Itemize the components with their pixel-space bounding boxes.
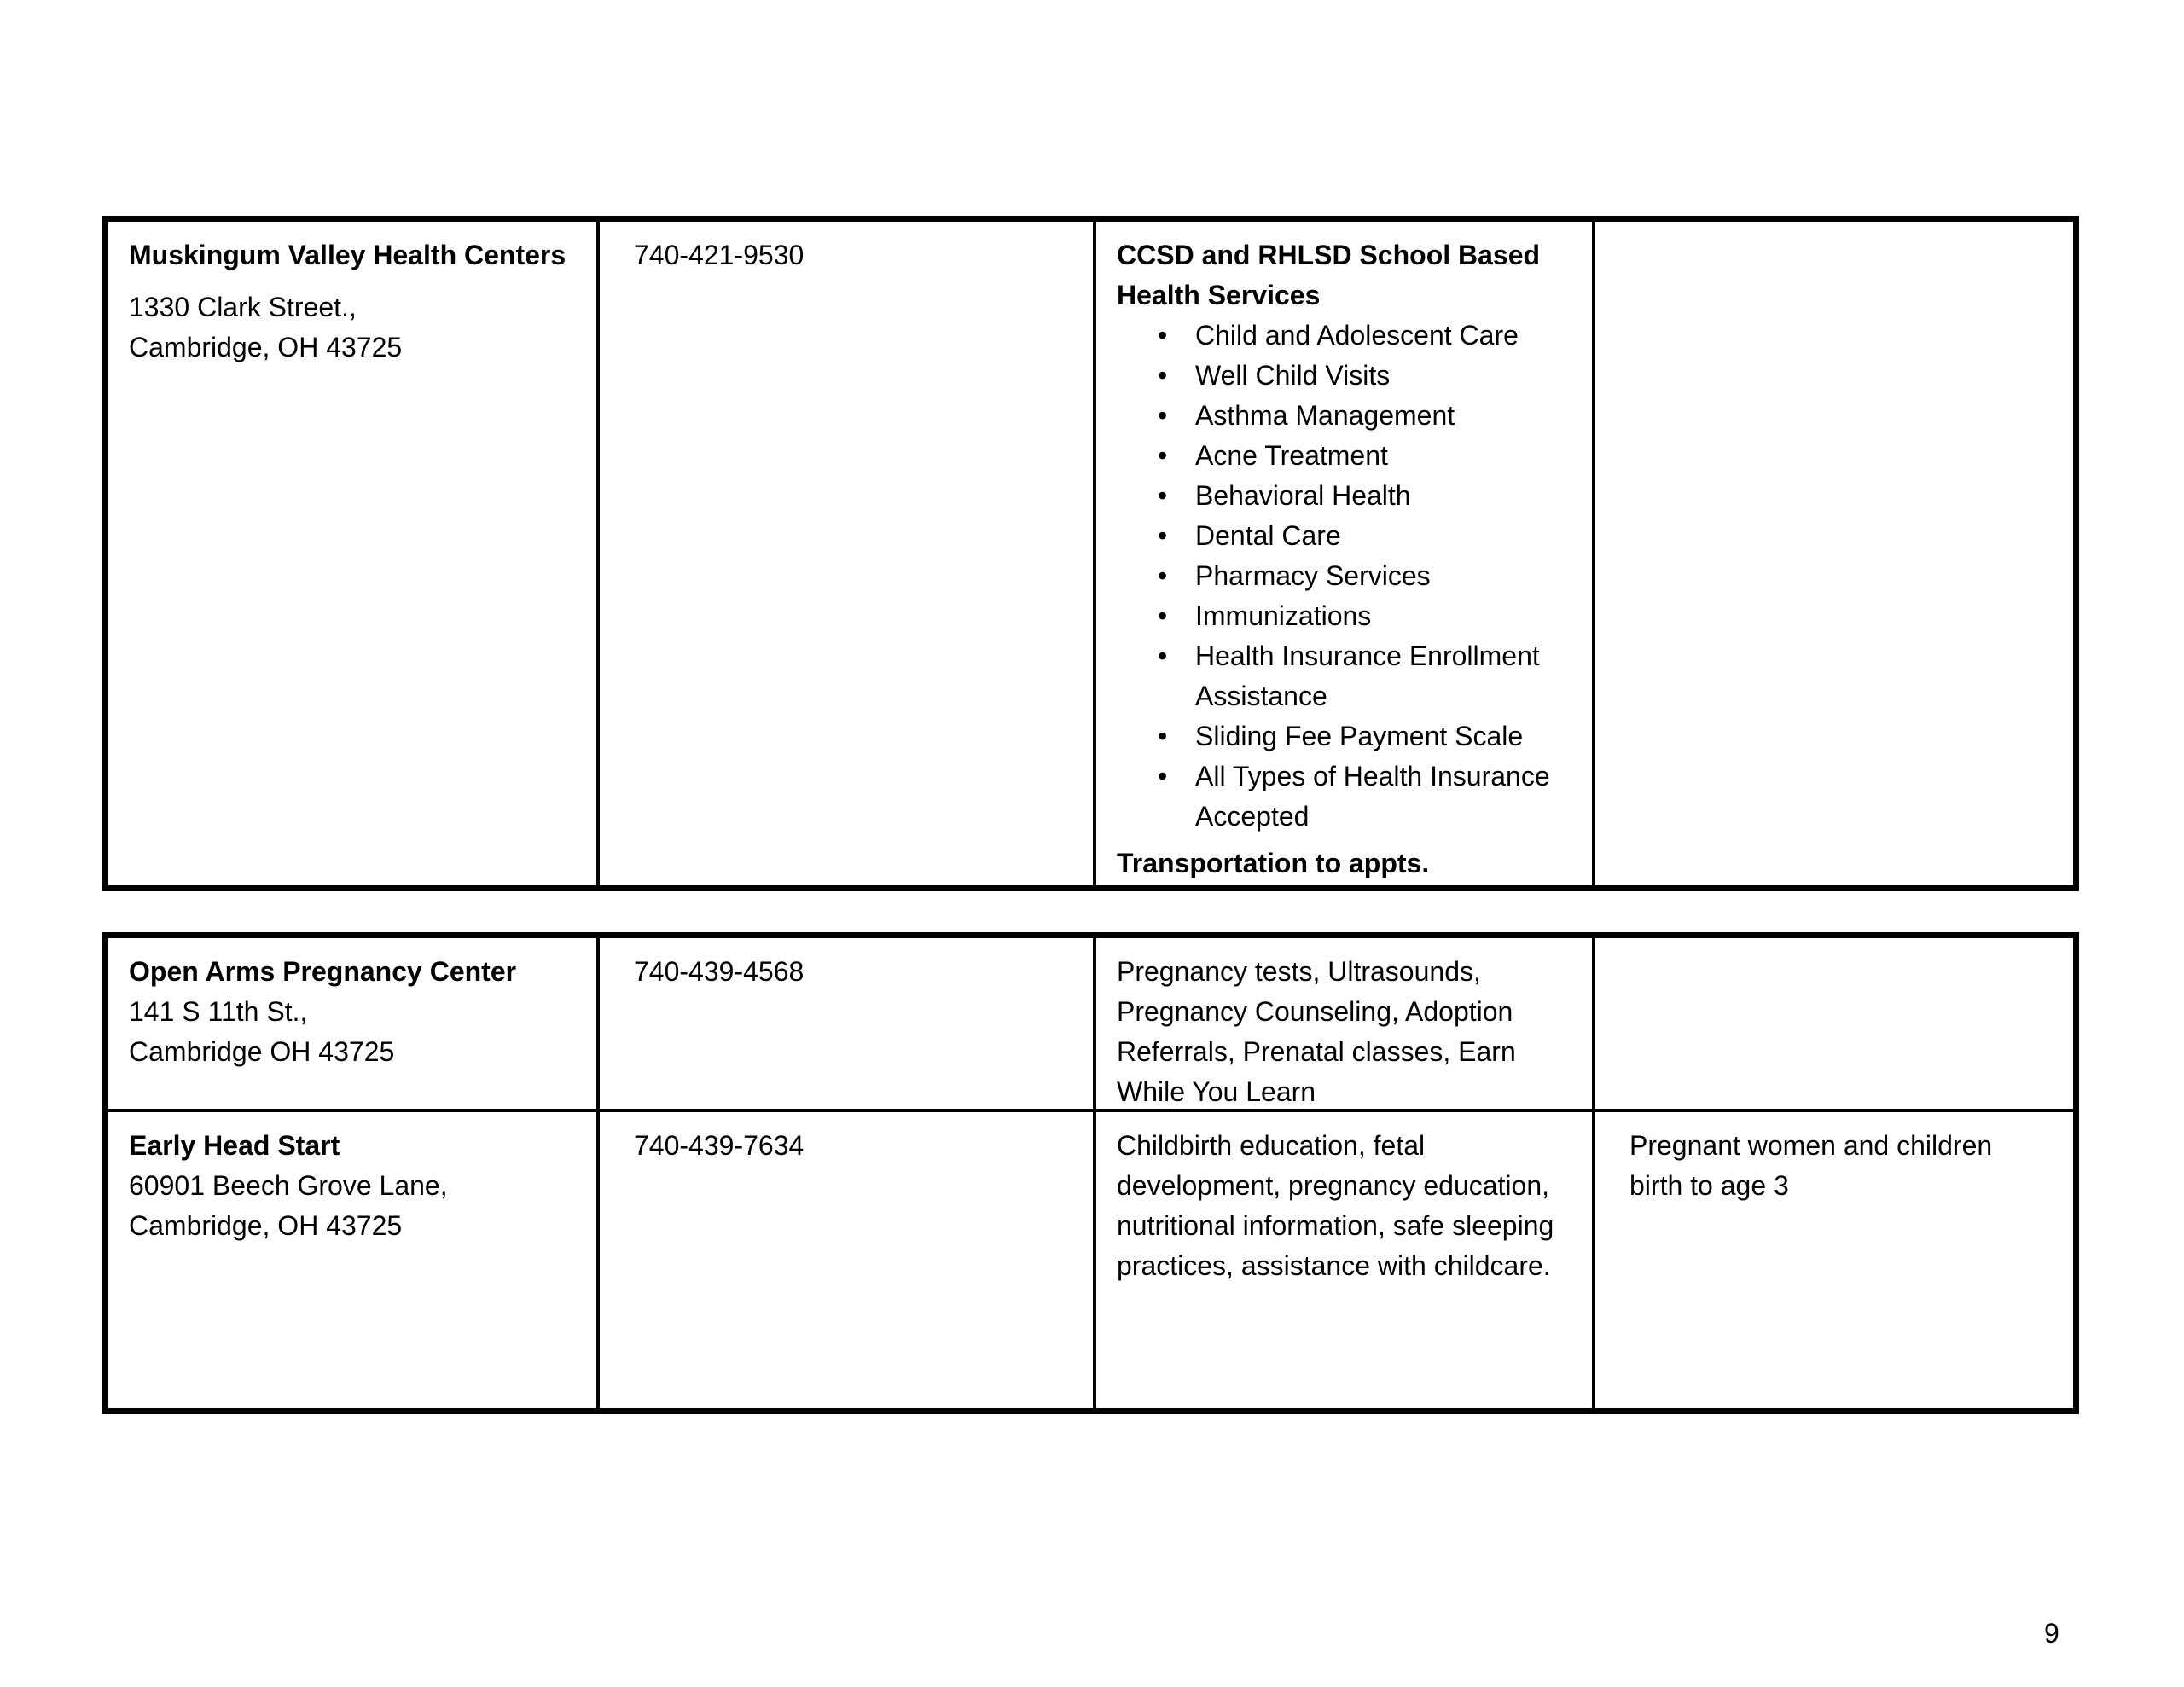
service-item: • Behavioral Health bbox=[1195, 476, 1571, 516]
services-note: Transportation to appts. bbox=[1117, 848, 1430, 878]
services-heading: CCSD and RHLSD School Based Health Services bbox=[1117, 240, 1541, 310]
service-item: • Sliding Fee Payment Scale bbox=[1195, 716, 1571, 757]
provider-address-line: 60901 Beech Grove Lane, bbox=[129, 1170, 448, 1201]
provider-phone: 740-439-4568 bbox=[634, 956, 804, 987]
page-number: 9 bbox=[2044, 1618, 2059, 1649]
provider-eligibility: Pregnant women and children birth to age 3 bbox=[1629, 1130, 1993, 1201]
provider-address-line: Cambridge, OH 43725 bbox=[129, 1210, 403, 1241]
provider-phone-cell bbox=[600, 222, 1096, 885]
provider-address-line: 141 S 11th St., bbox=[129, 996, 308, 1027]
provider-phone: 740-421-9530 bbox=[634, 240, 804, 270]
services-list bbox=[1117, 316, 1571, 837]
service-item: • Well Child Visits bbox=[1195, 356, 1571, 396]
provider-address-line: Cambridge OH 43725 bbox=[129, 1036, 395, 1067]
provider-info-cell bbox=[108, 222, 600, 885]
provider-address-line: 1330 Clark Street., bbox=[129, 292, 357, 322]
provider-name: Early Head Start bbox=[129, 1130, 340, 1161]
provider-name: Muskingum Valley Health Centers bbox=[129, 240, 566, 270]
provider-services: Childbirth education, fetal development, pregnancy education, nutritional information, safe sleeping practices, assistance with childcare. bbox=[1117, 1130, 1554, 1281]
provider-eligibility-cell bbox=[1595, 222, 2073, 885]
service-item: • Acne Treatment bbox=[1195, 436, 1571, 476]
health-providers-table-bottom bbox=[102, 932, 2079, 1414]
service-item: • Child and Adolescent Care bbox=[1195, 316, 1571, 356]
provider-phone-cell bbox=[600, 1112, 1096, 1408]
provider-phone: 740-439-7634 bbox=[634, 1130, 804, 1161]
service-item: • Health Insurance Enrollment Assistance bbox=[1195, 636, 1571, 716]
provider-address-line: Cambridge, OH 43725 bbox=[129, 332, 403, 362]
provider-eligibility-cell bbox=[1595, 938, 2073, 1112]
provider-services: Pregnancy tests, Ultrasounds, Pregnancy Counseling, Adoption Referrals, Prenatal classes, Earn While You Learn bbox=[1117, 956, 1516, 1107]
service-item: • All Types of Health Insurance Accepted bbox=[1195, 757, 1571, 837]
provider-services-cell bbox=[1096, 1112, 1595, 1408]
provider-services-cell bbox=[1096, 938, 1595, 1112]
service-item: • Pharmacy Services bbox=[1195, 556, 1571, 596]
provider-eligibility-cell bbox=[1595, 1112, 2073, 1408]
service-item: • Asthma Management bbox=[1195, 396, 1571, 436]
provider-services-cell bbox=[1096, 222, 1595, 885]
provider-phone-cell bbox=[600, 938, 1096, 1112]
service-item: • Dental Care bbox=[1195, 516, 1571, 556]
provider-name: Open Arms Pregnancy Center bbox=[129, 956, 517, 987]
service-item: • Immunizations bbox=[1195, 596, 1571, 636]
provider-info-cell bbox=[108, 1112, 600, 1408]
health-providers-table-top bbox=[102, 216, 2079, 891]
provider-info-cell bbox=[108, 938, 600, 1112]
